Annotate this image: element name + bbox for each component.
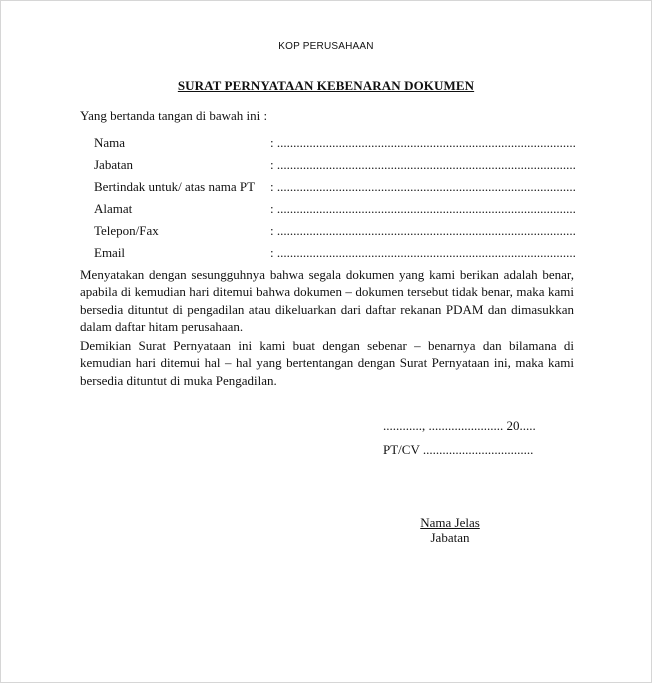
document-title: SURAT PERNYATAAN KEBENARAN DOKUMEN: [177, 78, 475, 93]
field-row-bertindak: [94, 179, 576, 195]
field-blank: : ............................................................................................: [270, 157, 576, 172]
field-row-alamat: [94, 201, 576, 217]
field-label: Jabatan: [94, 157, 133, 172]
signature-company-line: PT/CV ..................................: [383, 442, 534, 457]
field-row-telepon: [94, 223, 576, 239]
letterhead: KOP PERUSAHAAN: [278, 41, 374, 52]
field-blank: : ............................................................................................: [270, 201, 576, 216]
statement-paragraph: Menyatakan dengan sesungguhnya bahwa segala dokumen yang kami berikan adalah benar, apabila di kemudian hari ditemui bahwa dokumen – dokumen tersebut tidak benar, maka kami bersedia dituntut di pengadilan atau dikeluarkan dari daftar rekanan PDAM dan dimasukkan dalam daftar hitam perusahaan.: [80, 267, 574, 334]
field-label: Nama: [94, 135, 126, 150]
field-label: Telepon/Fax: [94, 223, 159, 238]
signature-name: Nama Jelas: [420, 515, 480, 530]
closing-paragraph: Demikian Surat Pernyataan ini kami buat dengan sebenar – benarnya dan bilamana di kemudian hari ditemui hal – hal yang bertentangan dengan Surat Pernyataan ini, maka kami bersedia dituntut di muka Pengadilan.: [80, 338, 574, 388]
signature-position: Jabatan: [430, 530, 470, 545]
field-blank: : ............................................................................................: [270, 223, 576, 238]
field-label: Bertindak untuk/ atas nama PT: [94, 179, 256, 194]
field-row-nama: [94, 135, 576, 151]
field-row-jabatan: [94, 157, 576, 173]
field-blank: : ............................................................................................: [270, 245, 576, 260]
intro-text: Yang bertanda tangan di bawah ini :: [80, 108, 268, 123]
field-blank: : ............................................................................................: [270, 135, 576, 150]
field-row-email: [94, 245, 576, 261]
field-label: Alamat: [94, 201, 133, 216]
field-blank: : ............................................................................................: [270, 179, 576, 194]
signature-date-line: ............, ....................... 20.....: [383, 418, 536, 433]
field-label: Email: [94, 245, 126, 260]
